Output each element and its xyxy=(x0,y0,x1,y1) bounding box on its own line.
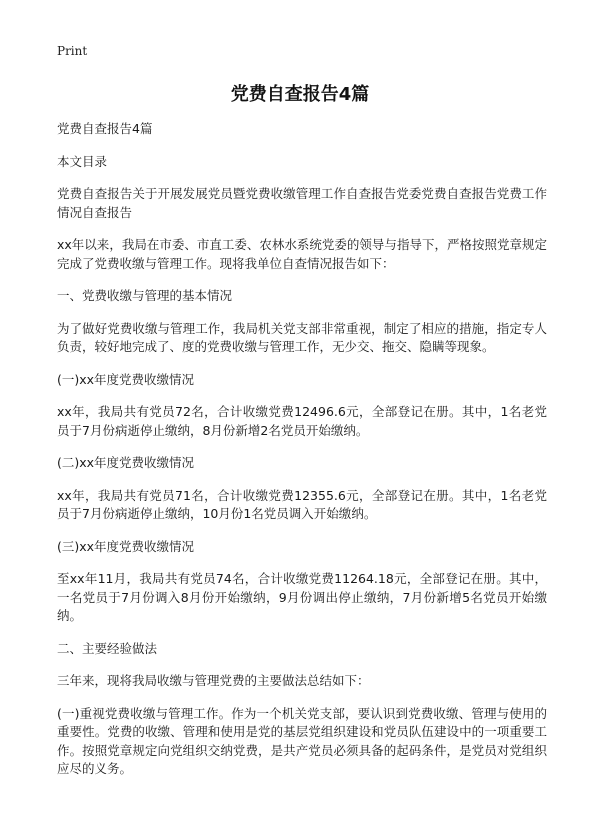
toc-paragraph: 党费自查报告关于开展发展党员暨党费收缴管理工作自查报告党委党费自查报告党费工作情况自查报告 xyxy=(57,186,547,220)
print-label: Print xyxy=(57,44,88,58)
subsection-2-paragraph: xx年，我局共有党员71名，合计收缴党费12355.6元，全部登记在册。其中，1名老党员于7月份病逝停止缴纳，10月份1名党员调入开始缴纳。 xyxy=(57,487,547,521)
subsection-3-paragraph: 至xx年11月，我局共有党员74名，合计收缴党费11264.18元，全部登记在册。其中，一名党员于7月份调入8月份开始缴纳，9月份调出停止缴纳，7月份新增5名党员开始缴纳。 xyxy=(57,571,547,623)
subsection-heading-3: (三)xx年度党费收缴情况 xyxy=(57,538,195,554)
subtitle-paragraph: 党费自查报告4篇 xyxy=(57,121,153,136)
subsection-heading-1: (一)xx年度党费收缴情况 xyxy=(57,371,195,387)
subsection-heading-2: (二)xx年度党费收缴情况 xyxy=(57,455,195,470)
document-title: 党费自查报告4篇 xyxy=(230,84,370,105)
section-heading-1: 一、党费收缴与管理的基本情况 xyxy=(57,288,233,303)
section-2-item-1-paragraph: (一)重视党费收缴与管理工作。作为一个机关党支部，要认识到党费收缴、管理与使用的重要性。党费的收缴、管理和使用是党的基层党组织建设和党员队伍建设中的一项重要工作。按照党章规定向党组织交纳党费，是共产党员必须具备的起码条件，是党员对党组织应尽的义务。 xyxy=(57,705,547,776)
subsection-1-paragraph: xx年，我局共有党员72名，合计收缴党费12496.6元，全部登记在册。其中，1名老党员于7月份病逝停止缴纳，8月份新增2名党员开始缴纳。 xyxy=(57,404,547,438)
section-1-paragraph: 为了做好党费收缴与管理工作，我局机关党支部非常重视，制定了相应的措施，指定专人负责，较好地完成了、度的党费收缴与管理工作，无少交、拖交、隐瞒等现象。 xyxy=(57,320,547,354)
section-heading-2: 二、主要经验做法 xyxy=(57,640,158,656)
toc-heading: 本文目录 xyxy=(57,153,108,169)
document-body xyxy=(57,120,547,793)
intro-paragraph: xx年以来，我局在市委、市直工委、农林水系统党委的领导与指导下，严格按照党章规定完成了党费收缴与管理工作。现将我单位自查情况报告如下： xyxy=(57,237,547,271)
section-2-intro-paragraph: 三年来，现将我局收缴与管理党费的主要做法总结如下： xyxy=(57,673,370,688)
